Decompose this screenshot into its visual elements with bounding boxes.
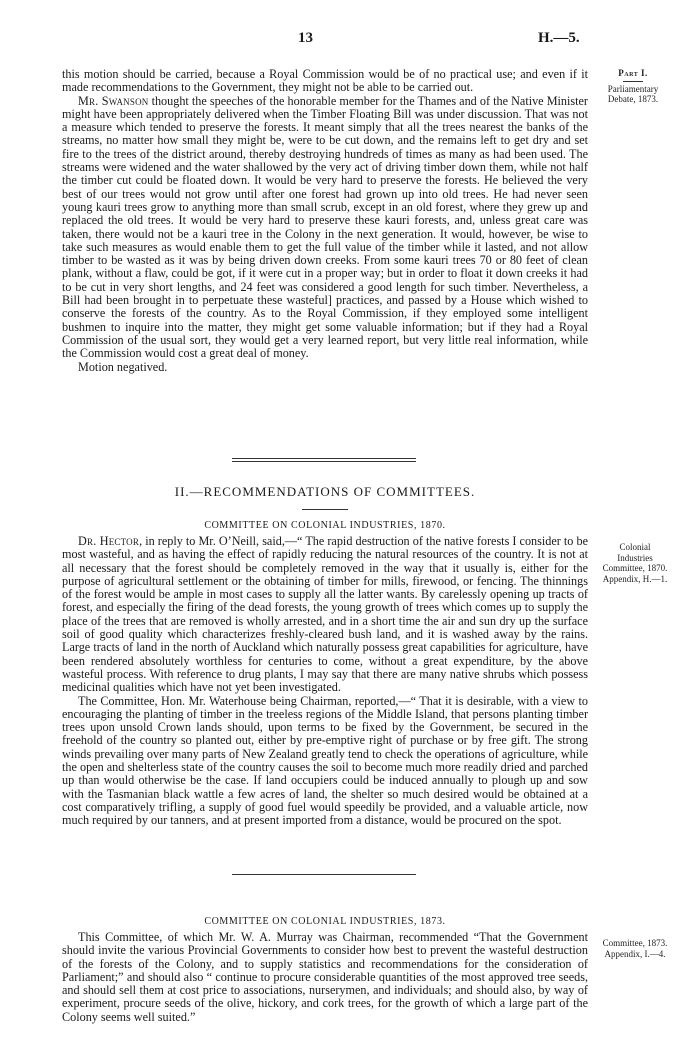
margin-note-committee-1873 (594, 938, 676, 959)
part-label: Part I. (618, 68, 648, 78)
debate-paragraph-3: Motion negatived. (78, 359, 168, 374)
committee-divider (232, 874, 416, 875)
margin-debate-line-1: Parliamentary (607, 83, 659, 94)
margin-1870-line-3: Committee, 1870. (602, 563, 668, 573)
debate-paragraph-2 (62, 95, 588, 361)
page-header (0, 30, 700, 50)
margin-1870-line-1: Colonial (619, 542, 651, 552)
committee-1870-title: COMMITTEE ON COLONIAL INDUSTRIES, 1870. (204, 520, 446, 531)
margin-note-part (596, 68, 670, 105)
heading-underline (302, 509, 348, 510)
committee-1873-section (62, 931, 588, 1024)
committee-1870-paragraph-1 (62, 535, 588, 695)
page-number: 13 (298, 30, 313, 46)
margin-1870-line-4: Appendix, H.—1. (602, 573, 668, 584)
margin-1873-line-1: Committee, 1873. (602, 938, 668, 948)
margin-divider (623, 81, 643, 82)
document-code: H.—5. (538, 30, 580, 46)
margin-1873-line-2: Appendix, I.—4. (604, 948, 666, 959)
margin-debate-line-2: Debate, 1873. (607, 94, 659, 104)
committee-1870-section (62, 535, 588, 828)
margin-note-committee-1870 (596, 542, 674, 584)
section-heading: II.—RECOMMENDATIONS OF COMMITTEES. (174, 484, 476, 499)
debate-section (62, 68, 588, 374)
committee-1873-title: COMMITTEE ON COLONIAL INDUSTRIES, 1873. (204, 916, 446, 927)
committee-1873-paragraph-1: This Committee, of which Mr. W. A. Murray was Chairman, recommended “That the Government should invite the various Provincial Governments to consider how best to prevent the wasteful destruction of the forests of the Colony, and to supply statistics and recommendations for the consideration of Parliament;” and should also “ continue to procure considerable quantities of the most approved tree seeds, and should sell them at cost price to associations, nurserymen, and individuals; and should also, by way of experiment, procure seeds of the olive, hickory, and cork trees, for the growth of which a large part of the Colony seems well suited.” (62, 930, 588, 1024)
section-divider (232, 458, 416, 462)
margin-1870-line-2: Industries (617, 552, 653, 563)
speech-text: thought the speeches of the honorable member for the Thames and of the Native Minister might have been appropriately delivered when the Timber Floating Bill was under discussion. That was not a measure which tended to preserve the forests. It meant simply that all the trees nearest the banks of the streams, no matter how small they might be, were to be cut down, and the remains left to get dry and set fire to the trees of the district around, thereby destroying hundreds of times as many as had been used. The streams were widened and the water shallowed by the very act of driving timber down them, while not half the timber cut could be floated down. It would be very hard to preserve the forests. He believed the very best of our trees would not grow until after one forest had grown up into old trees. He had never seen young kauri trees grow to anything more than small scrub, except in an old forest, where they grew up and replaced the old trees. It would be very hard to preserve these kauri forests, and, unless great care was taken, there would not be a kauri tree in the Colony in the next generation. It would, however, be wise to take such measures as would enable them to get the full value of the timber while it lasted, and not allow timber to be wasted as it was by being driven down creeks. From some kauri trees 70 or 80 feet of clean plank, without a flaw, could be got, if it were cut in a proper way; but in order to float it down creeks it had to be cut in very short lengths, and 24 feet was considered a good length for such timber. Nevertheless, a Bill had been brought in to perpetuate these wasteful] practices, and passed by a House which wished to conserve the forests of the country. As to the Royal Commission, if they employed some intelligent bushmen to inquire into the matter, they might get some valuable information; but if they had a Royal Commission of the usual sort, they would get a very learned report, but very little real information, while the Commission would cost a great deal of money. (62, 93, 588, 361)
committee-1870-paragraph-2: The Committee, Hon. Mr. Waterhouse being Chairman, reported,—“ That it is desirable, with a view to encouraging the planting of timber in the treeless regions of the Middle Island, that persons planting timber trees upon unsold Crown lands should, upon terms to be fixed by the Government, be secured in the freehold of the country so planted out, either by pre-emptive right of purchase or by free gift. The strong winds prevailing over many parts of New Zealand greatly tend to check the operations of agriculture, while the open and shelterless state of the country causes the soil to become much more readily dried and parched up than would otherwise be the case. If land occupiers could be induced annually to plough up and sow with the Tasmanian black wattle a few acres of land, the shelter so much desired would be obtained at a cost comparatively trifling, a supply of good fuel would speedily be provided, and a valuable article, now much required by our tanners, and at present imported from a distance, would be procured on the spot. (62, 693, 588, 828)
evidence-text: , in reply to Mr. O’Neill, said,—“ The rapid destruction of the native forests I consider to be most wasteful, and as having the effect of rapidly reducing the natural resources of the country. It is not at all necessary that the forest should be completely removed in the way that it usually is, either for the purpose of agricultural settlement or the obtaining of timber for mills, firewood, or fencing. The thinnings of the forest would be ample in most cases to supply all the latter wants. By carelessly opening up tracts of forest, and especially the firing of the dead forests, the young growth of trees which comes up to supply the place of the trees that are removed is wholly arrested, and in a short time the air and sun dry up the surface soil of good quality which characterizes freshly-cleared bush land, and it is washed away by the rains. Large tracts of land in the north of Auckland which naturally possess great capabilities for agriculture, have been rendered absolutely worthless for centuries to come, without a great expenditure, by the above wasteful process. With reference to drug plants, I may say that there are many native shrubs which possess medicinal qualities which have not yet been investigated. (62, 534, 588, 695)
debate-paragraph-1: this motion should be carried, because a Royal Commission would be of no practical use; and even if it made recommendations to the Government, they might not be able to be carried out. (62, 67, 588, 95)
speaker-name: Mr. Swanson (78, 93, 149, 108)
speaker-name: Dr. Hector (78, 534, 140, 548)
